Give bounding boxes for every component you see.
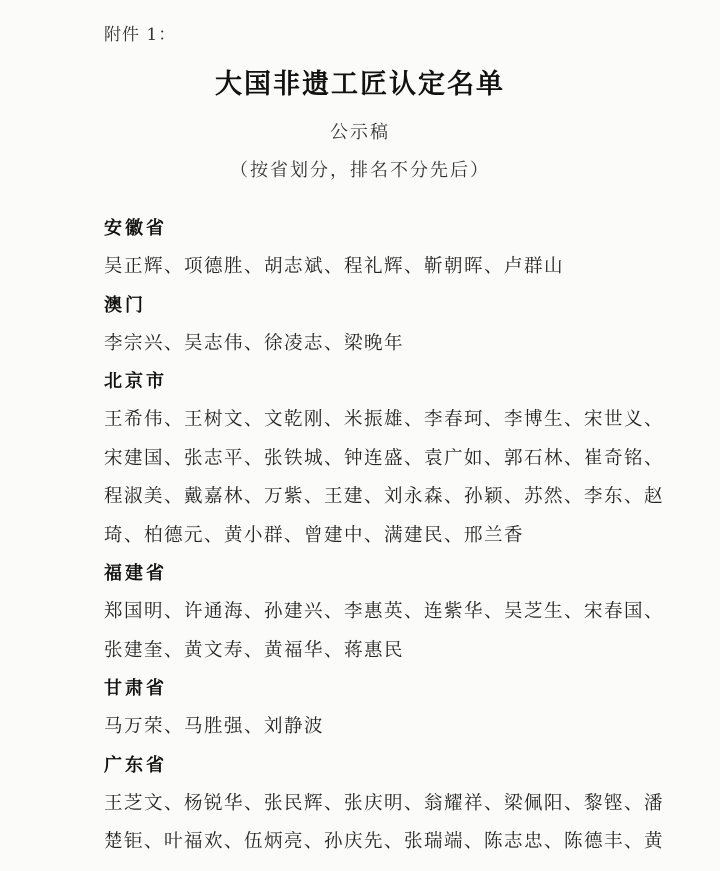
section-guangdong <box>104 747 664 862</box>
province-heading: 北京市 <box>104 371 167 392</box>
name-list: 郑国明、许通海、孙建兴、李惠英、连紫华、吴芝生、宋春国、张建奎、黄文寿、黄福华、蒋惠民 <box>104 601 665 661</box>
ranking-note: （按省划分，排名不分先后） <box>230 160 490 181</box>
name-list: 李宗兴、吴志伟、徐凌志、梁晚年 <box>104 332 405 354</box>
province-sections <box>104 210 664 862</box>
section-fujian <box>104 555 664 670</box>
province-heading: 福建省 <box>104 563 167 584</box>
page-title: 大国非遗工匠认定名单 <box>215 69 505 100</box>
section-macau <box>104 287 664 364</box>
province-heading: 广东省 <box>104 754 167 776</box>
section-anhui <box>104 210 664 287</box>
page-subtitle: 公示稿 <box>330 122 390 143</box>
section-beijing <box>104 363 664 555</box>
name-list: 吴正辉、项德胜、胡志斌、程礼辉、靳朝晖、卢群山 <box>104 256 565 277</box>
province-heading: 澳门 <box>104 294 146 316</box>
attachment-label: 附件 1： <box>104 25 177 45</box>
name-list: 王希伟、王树文、文乾刚、米振雄、李春珂、李博生、宋世义、宋建国、张志平、张铁城、钟连盛、袁广如、郭石林、崔奇铭、程淑美、戴嘉林、万紫、王建、刘永森、孙颖、苏然、李东、赵琦、柏德元、黄小群、曾建中、满建民、邢兰香 <box>104 409 665 546</box>
section-gansu <box>104 670 664 747</box>
name-list: 马万荣、马胜强、刘静波 <box>104 716 325 737</box>
name-list: 王芝文、杨锐华、张民辉、张庆明、翁耀祥、梁佩阳、黎铿、潘楚钜、叶福欢、伍炳亮、孙庆先、张瑞端、陈志忠、陈德丰、黄 <box>104 792 665 852</box>
province-heading: 甘肃省 <box>104 678 167 699</box>
province-heading: 安徽省 <box>104 218 167 239</box>
